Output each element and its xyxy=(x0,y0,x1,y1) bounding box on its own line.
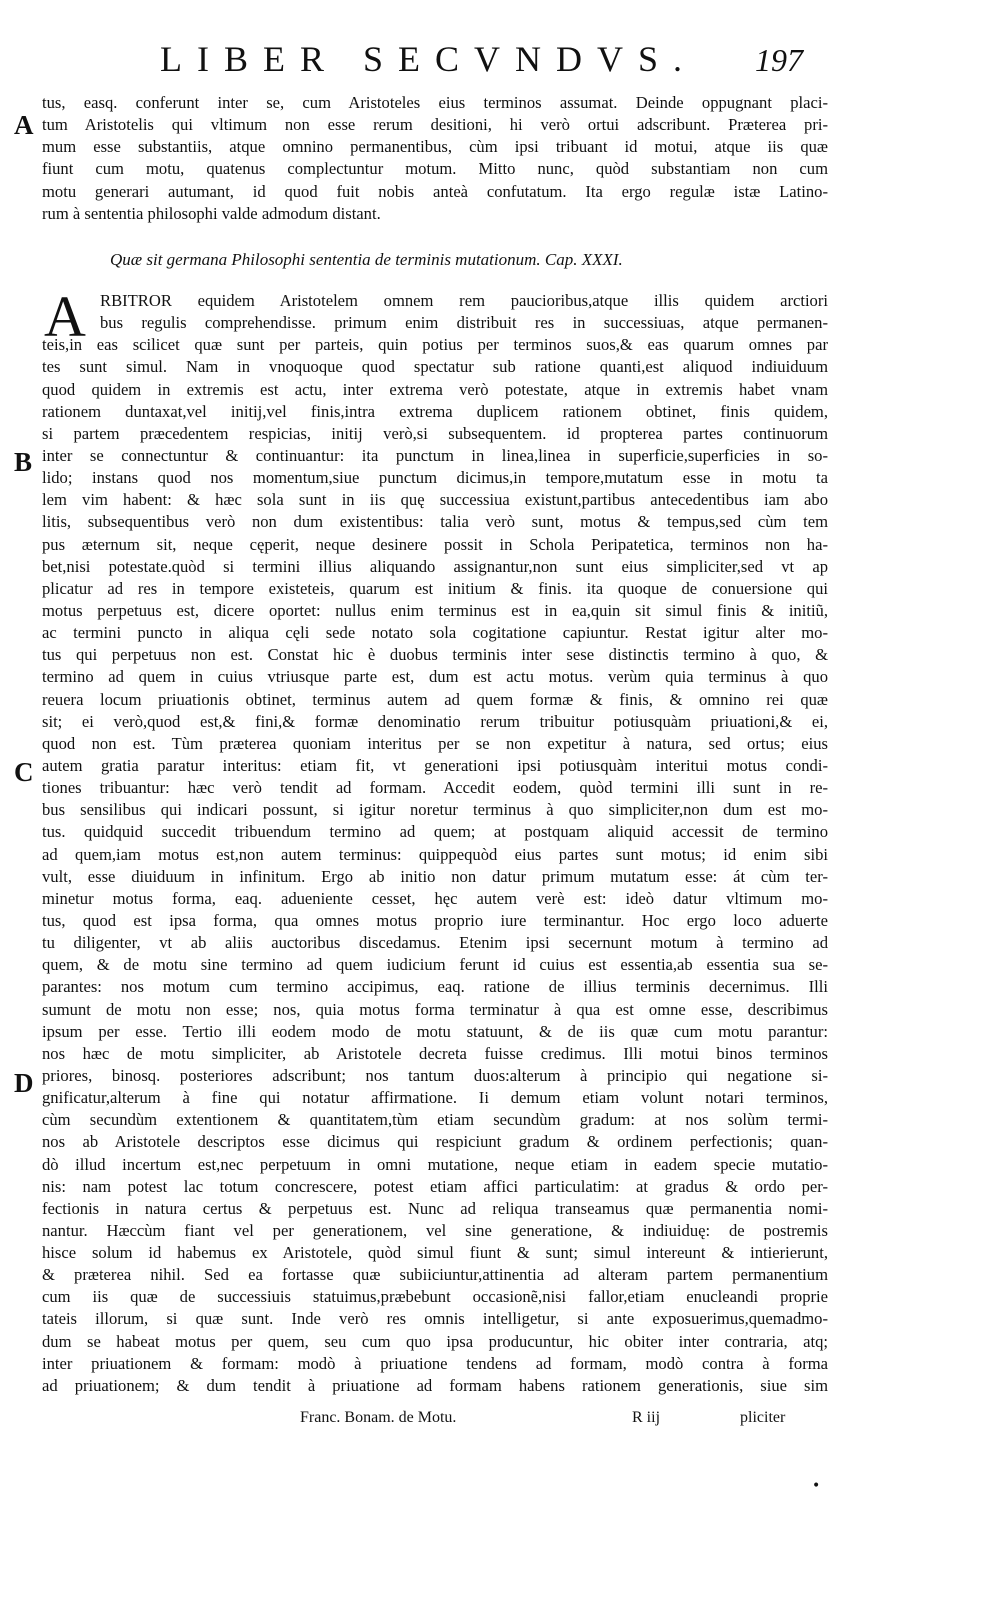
text-line: autem gratia paratur interitus: etiam fit, vt generationi ipsi potiusquàm interitui motus condi- xyxy=(42,755,828,775)
chapter-heading: Quæ sit germana Philosophi sententia de terminis mutationum. Cap. XXXI. xyxy=(110,250,623,269)
text-line: inter se connectuntur & continuantur: ita punctum in linea,linea in superficie,superficies in so- xyxy=(42,446,828,465)
text-line: nos ab Aristotele descriptos esse dicimus qui respiciunt gradum & ordinem perfectionis; quan- xyxy=(42,1132,828,1152)
text-line: tus, quod est ipsa forma, qua omnes motus proprio iure terminantur. Hoc ergo loco aduerte xyxy=(42,910,828,930)
text-line: ipsum per esse. Tertio illi eodem modo de motu statuunt, & de iis quæ cum motu parantur: xyxy=(42,1021,828,1041)
text-line: tu diligenter, vt ab aliis auctoribus discedamus. Etenim ipsi secernunt motum à termino ad xyxy=(42,933,828,953)
text-line: minetur motus forma, eaq. adueniente cesset, hęc autem verè est: ideò datur vltimum mo- xyxy=(42,888,828,908)
text-line: nos hæc de motu simpliciter, ab Aristotele decreta fuisse credimus. Illi motui binos terminos xyxy=(42,1043,828,1063)
text-line: tus. quidquid succedit tribuendum termino ad quem; at postquam aliquid accessit de termino xyxy=(42,822,828,842)
main-paragraph xyxy=(42,334,828,1397)
text-line: fectionis in natura certus & perpetuus est. Nunc ad reliqua transeamus quæ permanentia nomi- xyxy=(42,1198,828,1218)
text-line: parantes: nos motum cum termino accipimus, eaq. ratione de illius terminis decernimus. Illi xyxy=(42,977,828,997)
text-line: fiunt cum motu, quatenus complectuntur motum. Mitto nunc, quòd substantiam non cum xyxy=(42,159,828,179)
footer-catchword: pliciter xyxy=(740,1409,786,1426)
text-line: sumunt de motu non esse; nos, quia motus forma terminatur à qua est omne esse, describimus xyxy=(42,999,828,1019)
text-line: motus perpetuus est, dicere oportet: nullus enim terminus est in ea,quin sit simul finis & initiũ, xyxy=(42,600,828,620)
footer-signature: R iij xyxy=(632,1409,661,1426)
text-line: & præterea nihil. Sed ea fortasse quæ subiiciuntur,attinentia ad alteram partem permanentium xyxy=(42,1265,828,1285)
text-line: tum Aristotelis qui vltimum non esse rerum desitioni, hi verò ortui adscribunt. Præterea pri- xyxy=(42,115,828,135)
text-line: quod quidem in extremis est actu, inter extrema verò potestate, atque in extremis habet vnam xyxy=(42,379,828,399)
text-line: tateis illorum, si quæ sunt. Inde verò res omnis intelligetur, si ante exposuerimus,quemadmo- xyxy=(42,1309,828,1329)
text-line: ac termini puncto in aliqua cęli sede notato sola cogitatione capiuntur. Restat igitur alter mo- xyxy=(42,623,828,643)
text-line: hisce solum id habemus ex Aristotele, quòd simul fiunt & sunt; simul intereunt & intierierunt, xyxy=(42,1243,828,1263)
text-line: pus æternum sit, neque cęperit, neque desinere possit in Schola Peripatetica, terminos non ha- xyxy=(42,534,828,554)
text-line: gnificatur,alterum à fine qui notatur affirmatione. Ii demum etiam volunt notari terminos, xyxy=(42,1088,828,1108)
top-paragraph xyxy=(42,92,828,225)
text-line: sit; ei verò,quod est,& fini,& formæ denominatio rerum tribuitur potiusquàm priuationi,& ei, xyxy=(42,711,828,731)
text-line: nis: nam potest lac totum concrescere, potest etiam affici particulatim: at gradus & ordo per- xyxy=(42,1176,828,1196)
text-line: reuera locum priuationis obtinet, terminus autem ad quem formæ & finis, & omnino rei quæ xyxy=(42,689,828,709)
text-line: mum esse substantiis, atque omnino permanentibus, cùm ipsi tribuant id motui, atque iis quæ xyxy=(42,137,828,157)
text-line: ad priuationem; & dum tendit à priuatione ad formam habens rationem generationis, siue sim xyxy=(42,1375,828,1395)
text-line: tus, easq. conferunt inter se, cum Aristoteles eius terminos assumat. Deinde oppugnant placi- xyxy=(42,93,828,112)
text-line: inter priuationem & formam: modò à priuatione tendens ad formam, modò contra à forma xyxy=(42,1353,828,1373)
main-paragraph-opening xyxy=(100,290,828,334)
text-line: quod non est. Tùm præterea quoniam interitus per se non expetitur à natura, sed ortus; eius xyxy=(42,733,828,753)
text-line: cùm secundùm extentionem & quantitatem,tùm etiam secundùm gradum: at nos solùm termi- xyxy=(42,1110,828,1130)
text-line: nantur. Hæccùm fiant vel per generationem, vel sine generatione, & indiuiduę: de postremis xyxy=(42,1220,828,1240)
text-line: priores, binosq. posteriores adscribunt; nos tantum duos:alterum à principio qui negatione si- xyxy=(42,1065,828,1085)
text-line: si partem præcedentem respicias, initij verò,si subsequentem. id propterea partes continuorum xyxy=(42,423,828,443)
text-line: bus sensilibus qui indicari possunt, si igitur noretur terminus à quo simpliciter,non dum est mo- xyxy=(42,800,828,820)
running-title: LIBER SECVNDVS. xyxy=(160,39,698,79)
text-line: plicatur ad res in tempore existeteis, quarum est initium & finis. ita quoque de conuersione qui xyxy=(42,578,828,598)
text-line: litis, subsequentibus verò non dum existentibus: talia verò sunt, motus & tempus,sed cùm tem xyxy=(42,512,828,532)
margin-letter-d: D xyxy=(14,1068,34,1098)
text-line: dum se habeat motus per quem, seu cum quo ipsa producuntur, hic obiter inter contraria, atq; xyxy=(42,1331,828,1351)
text-line: termino ad quem in cuius vtriusque parte est, dum est actu motus. verùm quia terminus à quo xyxy=(42,667,828,687)
drop-cap: A xyxy=(44,284,86,349)
margin-letter-a: A xyxy=(14,110,34,140)
text-line: tus qui perpetuus non est. Constat hic è duobus terminis inter sese distinctis termino à quo, & xyxy=(42,645,828,665)
text-line: lido; instans quod nos momentum,siue punctum dicimus,in tempore,mutatum esse in motu ta xyxy=(42,468,828,488)
page-number: 197 xyxy=(755,42,803,78)
text-line: rum à sententia philosophi valde admodum distant. xyxy=(42,203,381,223)
stray-mark: • xyxy=(812,1478,821,1494)
text-line: quem, & de motu sine termino ad quem iudicium ferunt id cuius est essentia,ab essentia sua se- xyxy=(42,955,828,975)
text-line: motu generari autumant, id quod fuit nobis anteà confutatum. Ita ergo regulæ istæ Latino- xyxy=(42,181,828,201)
text-line: vult, esse diuiduum in infinitum. Ergo ab initio non datur primum mutatum esse: át cùm ter- xyxy=(42,866,828,886)
footer-author: Franc. Bonam. de Motu. xyxy=(300,1409,457,1426)
text-line: rationem duntaxat,vel initij,vel finis,intra extrema duplicem rationem obtinet, finis quidem, xyxy=(42,401,828,421)
text-line: RBITROR equidem Aristotelem omnem rem paucioribus,atque illis quidem arctiori xyxy=(100,291,828,310)
text-line: dò illud incertum est,nec perpetuum in omni mutatione, neque etiam in eadem specie mutatio- xyxy=(42,1154,828,1174)
text-line: teis,in eas scilicet quæ sunt per parteis, quin potius per terminos suos,& eas quarum omnes par xyxy=(42,335,828,355)
text-line: cum iis quæ de successiuis statuimus,præbebunt occasionẽ,nisi fallor,etiam enucleandi proprie xyxy=(42,1287,828,1307)
text-line: bus regulis comprehendisse. primum enim distribuit res in successiuas, atque permanen- xyxy=(100,313,828,333)
text-line: bet,nisi potestate.quòd si termini illius aliquando assignantur,non sunt eius simpliciter,sed vt ap xyxy=(42,556,828,576)
text-line: ad quem,iam motus est,non autem terminus: quippequòd eius partes sunt motus; id enim sibi xyxy=(42,844,828,864)
text-line: lem vim habent: & hæc sola sunt in iis quę successiua existunt,partibus antecedentibus iam abo xyxy=(42,490,828,510)
text-line: tiones tribuantur: hæc verò tendit ad formam. Accedit eodem, quòd termini illi sunt in re- xyxy=(42,778,828,798)
text-line: tes sunt simul. Nam in vnoquoque quod spectatur sub ratione quanti,est aliquod indiuiduum xyxy=(42,357,828,377)
margin-letter-c: C xyxy=(14,757,34,787)
margin-letter-b: B xyxy=(14,447,33,477)
